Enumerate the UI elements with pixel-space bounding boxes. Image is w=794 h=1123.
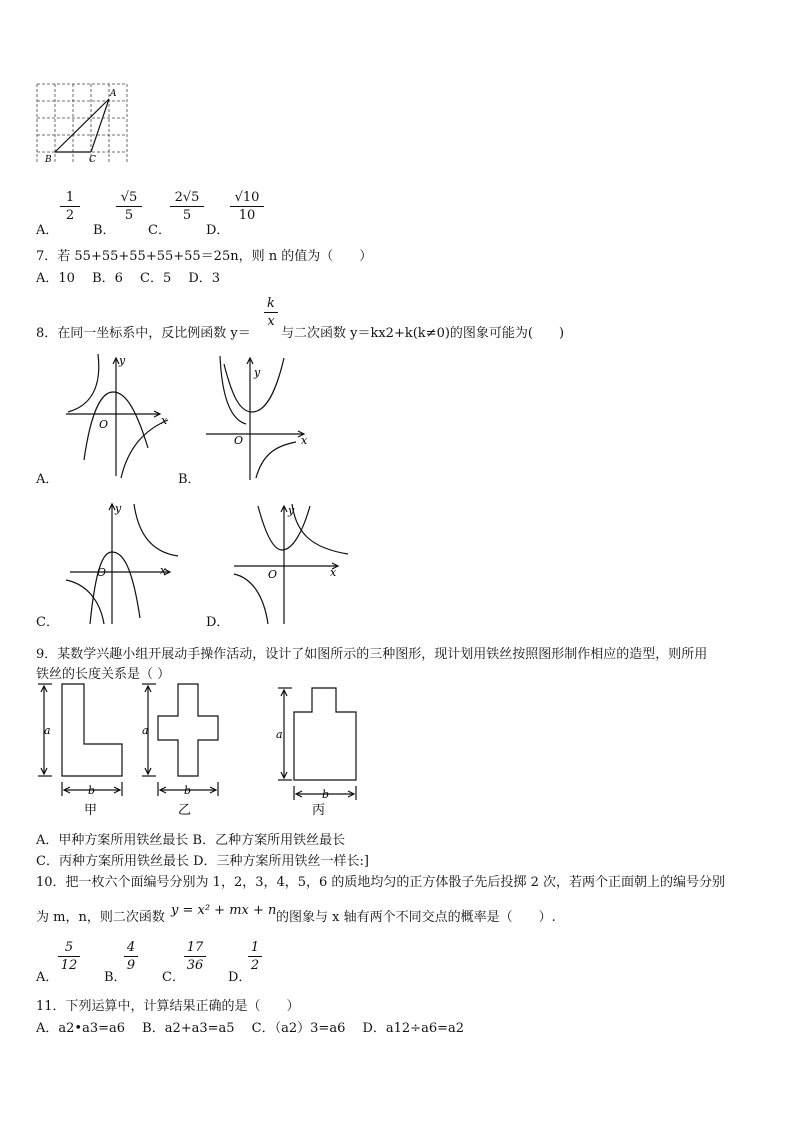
q8-a-x-label: x bbox=[161, 414, 168, 427]
q9-shape-bing bbox=[270, 680, 370, 822]
q8-d-x-label: x bbox=[330, 566, 337, 579]
q6-option-b-den: 5 bbox=[124, 208, 134, 223]
q10-stem-line2-pre: 为 m，n，则二次函数 bbox=[36, 910, 165, 925]
q8-b-y-label: y bbox=[254, 366, 261, 379]
q9-option-line2: C．丙种方案所用铁丝最长 D．三种方案所用铁丝一样长:] bbox=[36, 854, 369, 869]
q9-shape-jia bbox=[34, 680, 134, 822]
q8-a-origin-label: O bbox=[99, 418, 109, 431]
q8-frac-den: x bbox=[267, 314, 275, 329]
q9-yi-dim-b: b bbox=[184, 784, 192, 797]
q6-option-a-fraction bbox=[60, 190, 80, 223]
q10-option-a-fraction bbox=[58, 940, 80, 973]
q8-graph-b bbox=[198, 352, 314, 484]
q7-stem: 7．若 55+55+55+55+55＝25n，则 n 的值为（ ） bbox=[36, 249, 373, 264]
q9-shape-yi bbox=[136, 680, 236, 822]
q6-option-d-den: 10 bbox=[238, 208, 256, 223]
q10-option-d-letter: D． bbox=[228, 970, 252, 985]
q10-option-a-den: 12 bbox=[60, 958, 78, 973]
q10-stem-line1: 10．把一枚六个面编号分别为 1，2，3，4，5，6 的质地均匀的正方体骰子先后投掷 2 次，若两个正面朝上的编号分别 bbox=[36, 875, 725, 890]
q6-option-c-num: 2√5 bbox=[174, 190, 200, 205]
q9-yi-name: 乙 bbox=[178, 803, 192, 818]
q10-option-b-den: 9 bbox=[126, 958, 136, 973]
q9-stem-line2: 铁丝的长度关系是（ ） bbox=[36, 667, 171, 682]
q6-option-a-den: 2 bbox=[65, 208, 75, 223]
q10-option-c-fraction bbox=[184, 940, 206, 973]
q9-bing-dim-b: b bbox=[322, 788, 330, 801]
q6-option-c-den: 5 bbox=[182, 208, 192, 223]
q10-option-d-den: 2 bbox=[250, 958, 260, 973]
q9-stem-line1: 9．某数学兴趣小组开展动手操作活动，设计了如图所示的三种图形，现计划用铁丝按照图形制作相应的造型，则所用 bbox=[36, 647, 708, 662]
q8-frac-num: k bbox=[267, 296, 275, 311]
q9-jia-dim-a: a bbox=[44, 724, 51, 737]
q10-option-c-den: 36 bbox=[186, 958, 204, 973]
q6-label-a: A bbox=[110, 89, 117, 99]
q8-d-y-label: y bbox=[288, 504, 295, 517]
q8-label-c: C． bbox=[36, 615, 59, 630]
q8-c-x-label: x bbox=[160, 564, 167, 577]
q9-jia-name: 甲 bbox=[84, 803, 98, 818]
q6-option-d-num: √10 bbox=[234, 190, 260, 205]
q10-formula: y = x² + mx + n bbox=[171, 903, 277, 918]
q8-stem-post: 与二次函数 y＝kx2+k(k≠0)的图象可能为( ) bbox=[281, 326, 565, 341]
q9-bing-dim-a: a bbox=[276, 728, 283, 741]
q9-jia-dim-b: b bbox=[88, 784, 96, 797]
q10-option-b-letter: B． bbox=[104, 970, 127, 985]
q9-option-line1: A．甲种方案所用铁丝最长 B．乙种方案所用铁丝最长 bbox=[36, 833, 346, 848]
q10-option-b-num: 4 bbox=[126, 940, 136, 955]
q7-options: A．10 B．6 C．5 D．3 bbox=[36, 271, 221, 286]
q8-label-d: D． bbox=[206, 615, 230, 630]
q10-option-c-num: 17 bbox=[186, 940, 204, 955]
q11-options: A．a2•a3=a6 B．a2+a3=a5 C．（a2）3=a6 D．a12÷a6=a2 bbox=[36, 1021, 465, 1036]
q10-option-b-fraction bbox=[124, 940, 138, 973]
q8-graph-d bbox=[230, 500, 354, 628]
q10-option-c-letter: C． bbox=[162, 970, 185, 985]
q8-graph-a bbox=[62, 352, 174, 480]
q10-option-a-num: 5 bbox=[64, 940, 74, 955]
q6-label-c: C bbox=[89, 155, 96, 165]
q8-b-x-label: x bbox=[301, 434, 308, 447]
q8-d-origin-label: O bbox=[268, 568, 278, 581]
q8-label-a: A． bbox=[36, 472, 59, 487]
q6-option-c-letter: C． bbox=[148, 223, 171, 238]
q8-c-y-label: y bbox=[115, 502, 122, 515]
q6-option-d-letter: D． bbox=[206, 223, 230, 238]
q8-stem-fraction bbox=[264, 296, 278, 329]
q8-c-origin-label: O bbox=[97, 566, 107, 579]
q6-option-b-num: √5 bbox=[120, 190, 138, 205]
q6-option-c-fraction bbox=[170, 190, 204, 223]
q10-stem-line2-post: 的图象与 x 轴有两个不同交点的概率是（ ）. bbox=[276, 910, 556, 925]
q6-option-d-fraction bbox=[230, 190, 264, 223]
q8-graph-c bbox=[62, 500, 182, 628]
q10-option-d-num: 1 bbox=[250, 940, 260, 955]
q8-b-origin-label: O bbox=[234, 434, 244, 447]
q8-a-y-label: y bbox=[119, 354, 126, 367]
q6-option-a-num: 1 bbox=[65, 190, 75, 205]
q8-label-b: B． bbox=[178, 472, 201, 487]
q6-label-b: B bbox=[45, 155, 52, 165]
q6-grid-figure bbox=[34, 82, 134, 168]
q11-stem: 11．下列运算中，计算结果正确的是（ ） bbox=[36, 999, 300, 1014]
q9-bing-name: 丙 bbox=[312, 803, 326, 818]
q6-option-b-fraction bbox=[116, 190, 142, 223]
q10-option-a-letter: A． bbox=[36, 970, 59, 985]
q6-option-b-letter: B． bbox=[93, 223, 116, 238]
q10-option-d-fraction bbox=[248, 940, 262, 973]
q9-yi-dim-a: a bbox=[142, 724, 149, 737]
q6-option-a-letter: A． bbox=[36, 223, 59, 238]
q8-stem-pre: 8．在同一坐标系中，反比例函数 y＝ bbox=[36, 326, 251, 341]
